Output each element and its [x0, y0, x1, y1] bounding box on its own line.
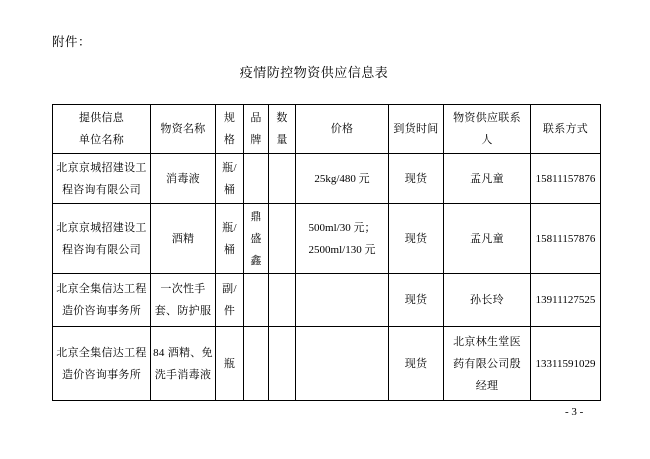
header-spec — [216, 105, 244, 154]
cell-line: 酒精 — [171, 232, 195, 245]
header-brand — [244, 105, 269, 154]
cell-contact — [444, 204, 531, 274]
cell-line: 孙长玲 — [470, 294, 504, 306]
cell-brand — [244, 204, 269, 274]
cell-line: 北京全集信达工程 — [56, 283, 147, 295]
table-row — [53, 274, 601, 327]
cell-item-name — [151, 204, 216, 274]
cell-phone — [531, 327, 601, 401]
cell-line: 程咨询有限公司 — [61, 183, 142, 196]
cell-arrival-time — [389, 274, 444, 327]
cell-org-name — [53, 327, 151, 401]
document-title: 疫情防控物资供应信息表 — [239, 65, 389, 80]
cell-line: 北京京城招建设工 — [56, 221, 147, 234]
header-line: 规 — [223, 112, 236, 124]
header-contact — [444, 105, 531, 154]
table-row — [53, 327, 601, 401]
cell-line: 15811157876 — [535, 172, 596, 185]
cell-brand — [244, 327, 269, 401]
header-quantity — [269, 105, 296, 154]
cell-line: 瓶 — [223, 357, 236, 370]
cell-org-name — [53, 204, 151, 274]
cell-line: 北京林生堂医 — [453, 335, 521, 348]
cell-line: 鑫 — [250, 254, 262, 267]
cell-brand — [244, 154, 269, 204]
header-line: 提供信息 — [78, 112, 125, 124]
header-org-name — [53, 105, 151, 154]
supply-info-table — [52, 104, 601, 401]
cell-line: 副/ — [222, 283, 237, 295]
cell-line: 瓶/ — [222, 161, 237, 174]
cell-line: 北京全集信达工程 — [56, 346, 147, 359]
header-item-name — [151, 105, 216, 154]
cell-line: 造价咨询事务所 — [61, 368, 142, 381]
header-line: 联系方式 — [542, 123, 589, 135]
cell-price — [296, 327, 389, 401]
cell-arrival-time — [389, 154, 444, 204]
cell-item-name — [151, 327, 216, 401]
cell-line: 现货 — [404, 294, 428, 306]
cell-quantity — [269, 274, 296, 327]
header-line: 到货时间 — [393, 123, 439, 135]
cell-contact — [444, 274, 531, 327]
cell-contact — [444, 154, 531, 204]
cell-line: 现货 — [404, 232, 428, 245]
cell-line: 孟凡童 — [470, 232, 504, 245]
cell-price — [296, 154, 389, 204]
cell-line: 2500ml/130 元 — [308, 243, 376, 256]
cell-line: 一次性手 — [160, 283, 206, 295]
header-line: 品 — [250, 112, 262, 124]
cell-line: 瓶/ — [222, 221, 237, 234]
cell-line: 药有限公司殷 — [453, 357, 521, 370]
header-phone — [531, 105, 601, 154]
table-row — [53, 154, 601, 204]
cell-spec — [216, 274, 244, 327]
cell-quantity — [269, 327, 296, 401]
cell-phone — [531, 204, 601, 274]
cell-line: 造价咨询事务所 — [61, 305, 142, 317]
header-line: 价格 — [330, 123, 354, 135]
cell-line: 13311591029 — [535, 357, 596, 370]
header-line: 物资供应联系 — [453, 112, 521, 124]
cell-contact — [444, 327, 531, 401]
cell-line: 套、防护服 — [154, 305, 212, 317]
table-row — [53, 204, 601, 274]
cell-org-name — [53, 274, 151, 327]
cell-line: 经理 — [475, 379, 499, 392]
cell-line: 13911127525 — [535, 294, 596, 306]
cell-item-name — [151, 154, 216, 204]
header-arrival-time — [389, 105, 444, 154]
cell-line: 孟凡童 — [470, 172, 504, 185]
header-line: 数 — [276, 112, 288, 124]
cell-phone — [531, 154, 601, 204]
attachment-label: 附件： — [52, 35, 92, 49]
header-price — [296, 105, 389, 154]
table-header-row — [53, 105, 601, 154]
cell-price — [296, 204, 389, 274]
cell-line: 程咨询有限公司 — [61, 243, 142, 256]
cell-quantity — [269, 204, 296, 274]
cell-line: 84 酒精、免 — [153, 346, 213, 359]
cell-spec — [216, 327, 244, 401]
cell-line: 桶 — [223, 243, 236, 256]
header-line: 人 — [481, 134, 493, 146]
cell-line: 件 — [223, 305, 236, 317]
header-line: 单位名称 — [78, 134, 125, 146]
cell-spec — [216, 154, 244, 204]
header-line: 量 — [276, 134, 288, 146]
cell-line: 洗手消毒液 — [154, 368, 212, 381]
cell-quantity — [269, 154, 296, 204]
cell-org-name — [53, 154, 151, 204]
header-line: 牌 — [250, 134, 262, 146]
cell-line: 盛 — [250, 232, 262, 245]
header-line: 物资名称 — [160, 123, 206, 135]
cell-line: 北京京城招建设工 — [56, 161, 147, 174]
cell-line: 鼎 — [250, 210, 262, 223]
cell-price — [296, 274, 389, 327]
cell-arrival-time — [389, 327, 444, 401]
cell-item-name — [151, 274, 216, 327]
cell-line: 现货 — [404, 172, 428, 185]
cell-phone — [531, 274, 601, 327]
cell-line: 500ml/30 元； — [308, 221, 376, 234]
cell-arrival-time — [389, 204, 444, 274]
cell-brand — [244, 274, 269, 327]
cell-spec — [216, 204, 244, 274]
cell-line: 15811157876 — [535, 232, 596, 245]
cell-line: 现货 — [404, 357, 428, 370]
cell-line: 消毒液 — [166, 172, 200, 185]
page-number: - 3 - — [565, 406, 584, 418]
cell-line: 25kg/480 元 — [314, 172, 370, 185]
cell-line: 桶 — [223, 183, 236, 196]
header-line: 格 — [223, 134, 236, 146]
